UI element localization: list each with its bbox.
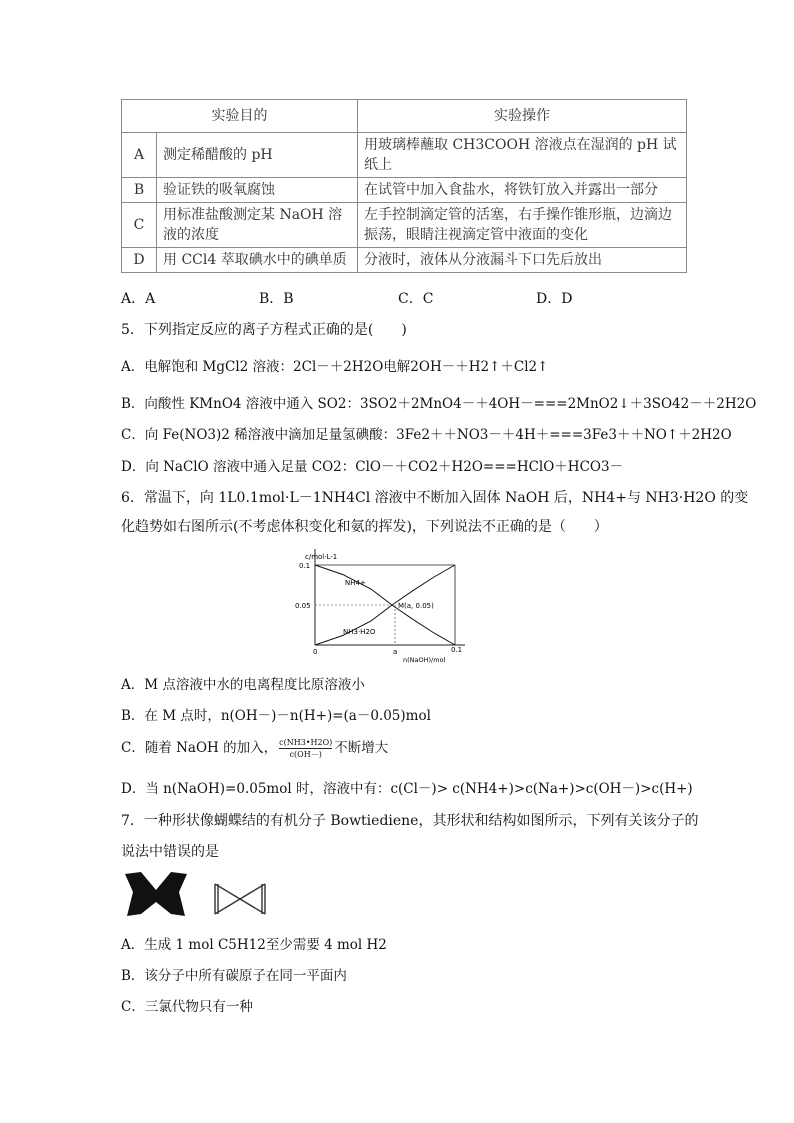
q4-options [121,289,721,309]
row-goal: 用标准盐酸测定某 NaOH 溶液的浓度 [157,203,358,248]
q5-option-d[interactable]: D．向 NaClO 溶液中通入足量 CO2：ClO－＋CO2＋H2O===HClO＋HCO3－ [121,459,624,475]
q5-option-b[interactable]: B．向酸性 KMnO4 溶液中通入 SO2：3SO2＋2MnO4－＋4OH－===2MnO2↓＋3SO42－＋2H2O [121,396,757,412]
row-goal: 测定稀醋酸的 pH [157,133,358,178]
y-tick-0.05: 0.05 [295,602,311,610]
row-operation: 分液时，液体从分液漏斗下口先后放出 [358,248,687,273]
q6-option-d[interactable]: D．当 n(NaOH)=0.05mol 时，溶液中有：c(Cl－)> c(NH4+)>c(Na+)>c(OH－)>c(H+) [121,781,693,797]
q7-option-b[interactable]: B．该分子中所有碳原子在同一平面内 [121,968,347,984]
q4-option-d[interactable]: D．D [536,291,573,307]
experiment-table [121,99,687,273]
q6-option-c[interactable] [121,737,388,767]
row-goal: 用 CCl4 萃取碘水中的碘单质 [157,248,358,273]
series-label-nh4: NH4+ [345,579,366,587]
table-header-row [122,100,687,133]
ammonium-chart [295,545,475,667]
x-tick-a: a [393,648,398,656]
x-tick-0.1: 0.1 [451,646,463,654]
q6-option-c-prefix: C．随着 NaOH 的加入， [121,740,278,756]
q6-stem-line1: 6．常温下，向 1L0.1mol·L－1NH4Cl 溶液中不断加入固体 NaOH 后，NH4+与 NH3·H2O 的变 [121,490,749,506]
row-label: B [122,178,157,203]
y-axis-label: c/mol·L-1 [305,553,338,561]
row-operation: 在试管中加入食盐水，将铁钉放入并露出一部分 [358,178,687,203]
header-operation: 实验操作 [358,100,687,133]
q7-option-c[interactable]: C．三氯代物只有一种 [121,999,253,1015]
q5-stem: 5．下列指定反应的离子方程式正确的是( ) [121,322,407,338]
q7-stem-line1: 7．一种形状像蝴蝶结的有机分子 Bowtiediene，其形状和结构如图所示，下列有关该分子的 [121,813,699,829]
row-label: D [122,248,157,273]
q6-stem-line2: 化趋势如右图所示(不考虑体积变化和氨的挥发)，下列说法不正确的是（ ） [121,519,608,535]
point-m-label: M(a, 0.05) [398,602,434,610]
q4-option-a[interactable]: A．A [121,291,156,307]
bowtie-shape-icon [121,870,191,922]
table-row [122,133,687,178]
q6-option-b[interactable]: B．在 M 点时，n(OH－)－n(H+)=(a－0.05)mol [121,708,431,724]
q5-option-a[interactable]: A．电解饱和 MgCl2 溶液：2Cl－＋2H2O电解2OH－＋H2↑＋Cl2↑ [121,359,549,375]
q6-option-c-suffix: 不断增大 [334,740,389,756]
fraction-numerator: c(NH3•H2O) [279,738,333,747]
y-tick-0.1: 0.1 [299,562,311,570]
x-tick-0: 0 [313,648,318,656]
row-goal: 验证铁的吸氧腐蚀 [157,178,358,203]
q5-option-c[interactable]: C．向 Fe(NO3)2 稀溶液中滴加足量氢碘酸：3Fe2＋＋NO3－＋4H＋===3Fe3＋＋NO↑＋2H2O [121,427,732,443]
q6-option-a[interactable]: A．M 点溶液中水的电离程度比原溶液小 [121,677,365,693]
row-operation: 左手控制滴定管的活塞，右手操作锥形瓶，边滴边振荡，眼睛注视滴定管中液面的变化 [358,203,687,248]
row-operation: 用玻璃棒蘸取 CH3COOH 溶液点在湿润的 pH 试纸上 [358,133,687,178]
fraction-denominator: c(OH－) [289,750,322,759]
row-label: C [122,203,157,248]
bowtie-structure-icon [212,882,268,916]
q7-option-a[interactable]: A．生成 1 mol C5H12至少需要 4 mol H2 [121,937,387,953]
header-goal: 实验目的 [122,100,358,133]
x-axis-label: n(NaOH)/mol [403,656,446,664]
q4-option-c[interactable]: C．C [398,291,434,307]
series-label-nh3: NH3·H2O [343,628,376,636]
row-label: A [122,133,157,178]
q6-fraction [279,737,332,760]
table-row [122,178,687,203]
table-row [122,203,687,248]
q4-option-b[interactable]: B．B [259,291,294,307]
q7-stem-line2: 说法中错误的是 [121,844,219,860]
table-row [122,248,687,273]
